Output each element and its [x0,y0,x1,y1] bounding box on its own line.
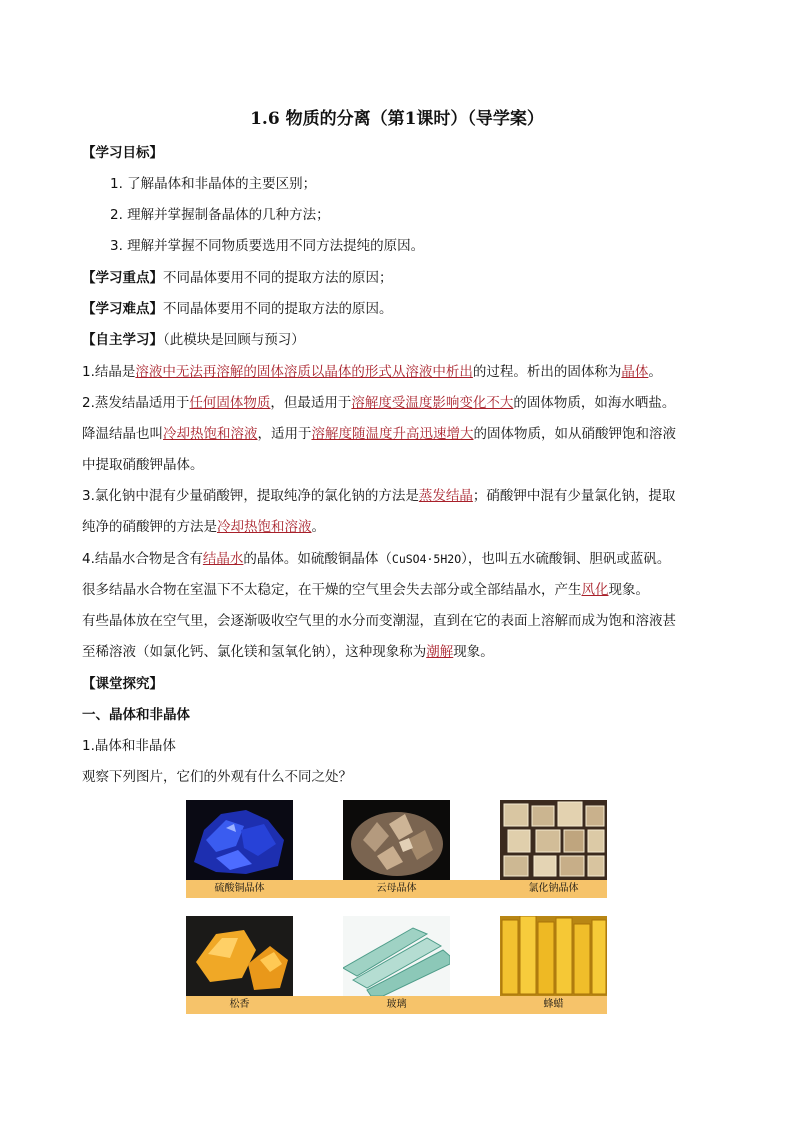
key-point-label: 【学习重点】 [82,270,163,286]
text: 的过程。析出的固体称为 [472,364,622,380]
answer-blank: 潮解 [426,644,454,660]
text: 。 [311,519,325,535]
glass-icon [343,916,450,996]
text: 降温结晶也叫 [82,426,163,442]
paragraph-9: 有些晶体放在空气里，会逐渐吸收空气里的水分而变潮湿，直到在它的表面上溶解而成为饱和溶液甚 [82,613,676,629]
self-study-note: （此模块是回顾与预习） [163,332,305,348]
difficulty-label: 【学习难点】 [82,301,163,317]
observation-question: 观察下列图片，它们的外观有什么不同之处？ [82,769,352,785]
text: 的固体物质，如从硝酸钾饱和溶液 [473,426,676,442]
answer-blank: 溶液中无法再溶解的固体溶质以晶体的形式从溶液中析出 [135,364,473,380]
answer-blank: 蒸发结晶 [418,488,473,504]
answer-blank: 风化 [581,582,609,598]
goals-heading: 【学习目标】 [82,145,163,161]
text: 至稀溶液（如氯化钙、氯化镁和氢氧化钠），这种现象称为 [82,644,427,660]
answer-blank: 晶体 [621,364,649,380]
paragraph-2 [82,393,722,413]
answer-blank: 冷却热饱和溶液 [217,519,312,535]
difficulty [82,299,722,319]
answer-blank: 溶解度随温度升高迅速增大 [311,426,474,442]
text: ，但最适用于 [270,395,352,411]
goal-item-2: 2. 理解并掌握制备晶体的几种方法； [110,207,330,223]
key-point-text: 不同晶体要用不同的提取方法的原因； [163,270,393,286]
text: 。 [648,364,662,380]
text: 3.氯化钠中混有少量硝酸钾，提取纯净的氯化钠的方法是 [82,488,419,504]
paragraph-3 [82,424,722,444]
text: 1.结晶是 [82,364,136,380]
picture-sodium-chloride [500,800,607,898]
text: 4.结晶水合物是含有 [82,551,203,567]
answer-blank: 结晶水 [202,551,244,567]
answer-blank: 冷却热饱和溶液 [163,426,258,442]
self-study-label: 【自主学习】 [82,332,163,348]
paragraph-6 [82,517,722,537]
class-explore-heading: 【课堂探究】 [82,676,163,692]
text: 很多结晶水合物在室温下不太稳定，在干燥的空气里会失去部分或全部结晶水，产生 [82,582,582,598]
text: 纯净的硝酸钾的方法是 [82,519,217,535]
picture-caption: 松香 [186,996,293,1014]
beeswax-icon [500,916,607,996]
rosin-icon [186,916,293,996]
difficulty-text: 不同晶体要用不同的提取方法的原因。 [163,301,393,317]
picture-caption: 云母晶体 [343,880,450,898]
answer-blank: 任何固体物质 [189,395,271,411]
text: 现象。 [453,644,494,660]
text: ，适用于 [257,426,312,442]
paragraph-7 [82,549,722,569]
key-point [82,268,722,288]
paragraph-8 [82,580,722,600]
picture-caption: 氯化钠晶体 [500,880,607,898]
text: 的固体物质，如海水晒盐。 [513,395,676,411]
goal-item-1: 1. 了解晶体和非晶体的主要区别； [110,176,317,192]
picture-mica [343,800,450,898]
picture-rosin [186,916,293,1014]
copper-sulfate-crystal-icon [186,800,293,880]
answer-blank: 溶解度受温度影响变化不大 [351,395,514,411]
text: ），也叫五水硫酸铜、胆矾或蓝矾。 [461,551,671,567]
subsection-heading: 1.晶体和非晶体 [82,738,176,754]
picture-beeswax [500,916,607,1014]
text: 2.蒸发结晶适用于 [82,395,190,411]
paragraph-10 [82,642,722,662]
picture-caption: 硫酸铜晶体 [186,880,293,898]
page-title: 1.6 物质的分离（第1课时）（导学案） [250,109,544,129]
text: ；硝酸钾中混有少量氯化钠，提取 [472,488,676,504]
paragraph-1 [82,362,722,382]
mica-crystal-icon [343,800,450,880]
chemical-formula: CuSO4·5H2O [391,552,462,566]
picture-caption: 玻璃 [343,996,450,1014]
section-heading: 一、晶体和非晶体 [82,707,190,723]
picture-copper-sulfate [186,800,293,898]
picture-glass [343,916,450,1014]
text: 的晶体。如硫酸铜晶体（ [243,551,392,567]
self-study-heading [82,330,722,350]
goal-item-3: 3. 理解并掌握不同物质要选用不同方法提纯的原因。 [110,238,425,254]
paragraph-5 [82,486,722,506]
text: 现象。 [608,582,649,598]
paragraph-4: 中提取硝酸钾晶体。 [82,457,204,473]
sodium-chloride-crystal-icon [500,800,607,880]
picture-caption: 蜂蜡 [500,996,607,1014]
